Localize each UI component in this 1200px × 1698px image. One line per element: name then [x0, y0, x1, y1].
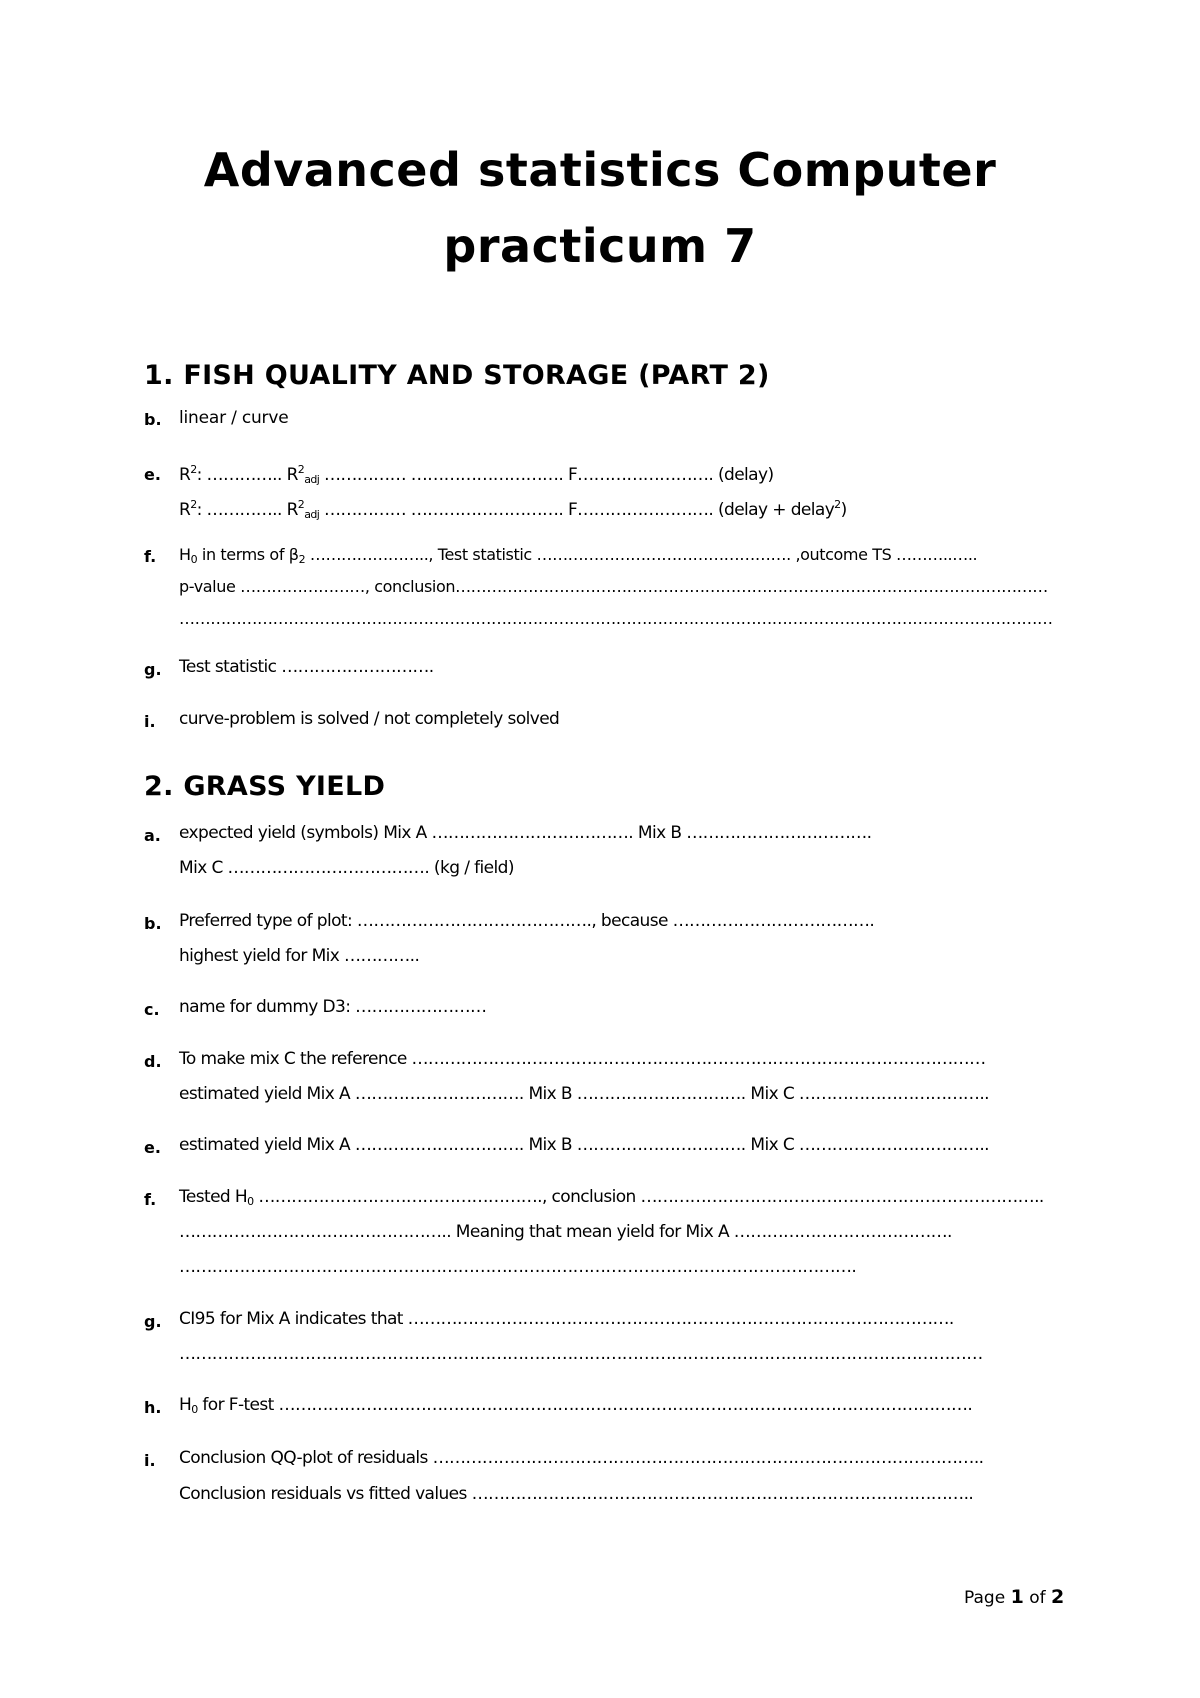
s2-a-line-2: Mix C ………………………………. (kg / field)	[179, 858, 514, 878]
adj-subscript: adj	[304, 473, 320, 486]
f-blank-delay-squared: …………… ………………………. F……………………. (delay + delay	[319, 500, 835, 520]
s2-d-line-2: estimated yield Mix A …………………………. Mix B …………………………. Mix C ……………………………..	[179, 1084, 989, 1104]
s1-g-text: Test statistic ……………………….	[179, 657, 434, 677]
document-title-line-1: Advanced statistics Computer	[203, 143, 997, 197]
s2-i-label: i.	[144, 1451, 156, 1470]
beta-text: in terms of β	[197, 545, 299, 564]
superscript: 2	[297, 463, 305, 476]
s2-b-label: b.	[144, 914, 162, 933]
subscript: 0	[247, 1195, 254, 1208]
r-squared-symbol: R	[179, 500, 191, 520]
r-squared-symbol: R	[179, 465, 191, 485]
s1-e-line-1	[179, 463, 774, 486]
s2-c-label: c.	[144, 1000, 160, 1019]
s1-f-label: f.	[144, 547, 157, 566]
r-squared-blank: : ………….. R	[196, 465, 298, 485]
s2-f-line-2: ………………………………………….. Meaning that mean yield for Mix A ………………………………….	[179, 1222, 952, 1242]
superscript: 2	[834, 498, 841, 511]
s1-b-label: b.	[144, 410, 162, 429]
s2-a-label: a.	[144, 826, 161, 845]
subscript: 0	[191, 1403, 198, 1416]
s2-e-label: e.	[144, 1138, 161, 1157]
superscript: 2	[190, 498, 197, 511]
s2-a-line-1: expected yield (symbols) Mix A ………………………………. Mix B …………………………….	[179, 823, 872, 843]
s2-i-line-2: Conclusion residuals vs fitted values ………………………………………………………………………………..	[179, 1484, 974, 1504]
s1-e-label: e.	[144, 465, 161, 484]
s2-h-text	[179, 1395, 972, 1416]
superscript: 2	[297, 498, 305, 511]
s2-c-text: name for dummy D3: ……………………	[179, 997, 487, 1017]
s1-f-line-1	[179, 545, 977, 566]
section-1-heading: 1. FISH QUALITY AND STORAGE (PART 2)	[144, 360, 770, 391]
closing-paren: )	[840, 500, 847, 520]
document-title-line-2: practicum 7	[443, 219, 757, 273]
total-pages: 2	[1051, 1586, 1065, 1608]
s1-f-line-2: p-value ……………………, conclusion……………………………………………………………………………………………………	[179, 577, 1048, 596]
h0-symbol: H	[179, 545, 191, 564]
current-page: 1	[1010, 1586, 1024, 1608]
f-blank-delay: …………… ………………………. F……………………. (delay)	[319, 465, 774, 485]
conclusion-blank: ……………………………………………., conclusion ………………………………………………………………..	[253, 1187, 1044, 1207]
s1-e-line-2	[179, 498, 847, 521]
s2-e-text: estimated yield Mix A …………………………. Mix B …………………………. Mix C ……………………………..	[179, 1135, 989, 1155]
s1-b-text: linear / curve	[179, 408, 289, 428]
subscript: 0	[190, 553, 198, 566]
s2-f-line-1	[179, 1187, 1044, 1208]
s1-f-line-3: ……………………………………………………………………………………………………………………………………………………	[179, 609, 1053, 628]
s2-d-label: d.	[144, 1052, 162, 1071]
s1-g-label: g.	[144, 660, 162, 679]
s2-i-line-1: Conclusion QQ-plot of residuals ………………………………………………………………………………………..	[179, 1448, 984, 1468]
tested-h0-text: Tested H	[179, 1187, 248, 1207]
s2-f-label: f.	[144, 1190, 157, 1209]
s2-f-line-3: …………………………………………………………………………………………………………….	[179, 1257, 857, 1277]
page-number	[964, 1586, 1064, 1608]
s2-g-line-2: …………………………………………………………………………………………………………………………………	[179, 1344, 983, 1364]
s2-b-line-1: Preferred type of plot: ……………………………………., because ……………………………….	[179, 911, 875, 931]
f-test-blank: for F-test ……………………………………………………………………………………………………………….	[197, 1395, 973, 1415]
subscript: 2	[298, 553, 306, 566]
section-2-heading: 2. GRASS YIELD	[144, 771, 386, 802]
test-statistic-blank: ………………….., Test statistic …………………………………………. ,outcome TS ………..…..	[305, 545, 978, 564]
of-word: of	[1029, 1588, 1046, 1608]
page-word: Page	[964, 1588, 1006, 1608]
s2-g-label: g.	[144, 1312, 162, 1331]
s1-i-label: i.	[144, 712, 156, 731]
adj-subscript: adj	[304, 508, 320, 521]
s1-i-text: curve-problem is solved / not completely solved	[179, 709, 560, 729]
r-squared-blank: : ………….. R	[196, 500, 298, 520]
s2-g-line-1: CI95 for Mix A indicates that ……………………………………………………………………………………….	[179, 1309, 954, 1329]
s2-d-line-1: To make mix C the reference ……………………………………………………………………………………………	[179, 1049, 986, 1069]
h0-symbol: H	[179, 1395, 192, 1415]
s2-h-label: h.	[144, 1398, 162, 1417]
s2-b-line-2: highest yield for Mix …………..	[179, 946, 420, 966]
superscript: 2	[190, 463, 197, 476]
